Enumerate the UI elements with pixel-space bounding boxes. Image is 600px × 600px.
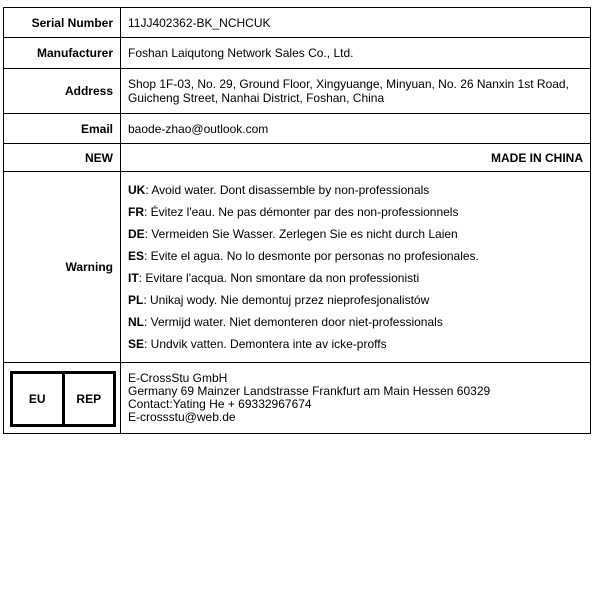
warning-line-se <box>128 333 583 355</box>
made-in-china-text: MADE IN CHINA <box>121 144 591 172</box>
eu-rep-badge <box>10 371 116 427</box>
manufacturer-label: Manufacturer <box>4 38 121 69</box>
warning-code: NL <box>128 315 144 329</box>
warning-label: Warning <box>4 172 121 363</box>
warning-code: FR <box>128 205 144 219</box>
warning-text: : Vermeiden Sie Wasser. Zerlegen Sie es nicht durch Laien <box>144 227 458 241</box>
warning-line-it <box>128 267 583 289</box>
eu-rep-row <box>4 363 591 434</box>
eu-rep-badge-cell <box>4 363 121 434</box>
warning-line-uk <box>128 179 583 201</box>
warning-code: IT <box>128 271 139 285</box>
warning-row <box>4 172 591 363</box>
rep-badge-text: REP <box>62 374 114 424</box>
warning-text: : Unikaj wody. Nie demontuj przez nieprofesjonalistów <box>143 293 430 307</box>
manufacturer-value: Foshan Laiqutong Network Sales Co., Ltd. <box>121 38 591 69</box>
warning-text: : Vermijd water. Niet demonteren door niet-professionals <box>144 315 443 329</box>
warning-line-es <box>128 245 583 267</box>
address-label: Address <box>4 69 121 114</box>
warning-line-fr <box>128 201 583 223</box>
warning-code: PL <box>128 293 144 307</box>
warning-line-de <box>128 223 583 245</box>
eu-rep-details <box>121 363 591 434</box>
warning-text: : Evite el agua. No lo desmonte por personas no profesionales. <box>144 249 479 263</box>
product-label-table <box>3 7 591 434</box>
eu-badge-text: EU <box>28 392 46 406</box>
email-value: baode-zhao@outlook.com <box>121 114 591 144</box>
new-label: NEW <box>4 144 121 172</box>
address-row <box>4 69 591 114</box>
warning-code: DE <box>128 227 145 241</box>
manufacturer-row <box>4 38 591 69</box>
new-row <box>4 144 591 172</box>
warning-code: SE <box>128 337 145 351</box>
warning-list <box>121 172 591 363</box>
eu-rep-company: E-CrossStu GmbH <box>128 371 228 385</box>
email-label: Email <box>4 114 121 144</box>
warning-line-nl <box>128 311 583 333</box>
serial-number-row <box>4 8 591 38</box>
warning-code: UK <box>128 183 146 197</box>
warning-line-pl <box>128 289 583 311</box>
eu-rep-contact: Contact:Yating He + 69332967674 <box>128 397 312 411</box>
address-value: Shop 1F-03, No. 29, Ground Floor, Xingyuange, Minyuan, No. 26 Nanxin 1st Road, Guicheng Street, Nanhai District, Foshan, China <box>121 69 591 114</box>
warning-text: : Evitare l'acqua. Non smontare da non professionisti <box>138 271 420 285</box>
warning-text: : Avoid water. Dont disassemble by non-professionals <box>145 183 430 197</box>
serial-number-value: 11JJ402362-BK_NCHCUK <box>121 8 591 38</box>
warning-text: : Évitez l'eau. Ne pas démonter par des non-professionnels <box>144 205 459 219</box>
eu-rep-address: Germany 69 Mainzer Landstrasse Frankfurt am Main Hessen 60329 <box>128 384 491 398</box>
warning-text: : Undvik vatten. Demontera inte av icke-proffs <box>144 337 387 351</box>
eu-rep-email: E-crossstu@web.de <box>128 410 236 424</box>
email-row <box>4 114 591 144</box>
serial-number-label: Serial Number <box>4 8 121 38</box>
warning-code: ES <box>128 249 145 263</box>
